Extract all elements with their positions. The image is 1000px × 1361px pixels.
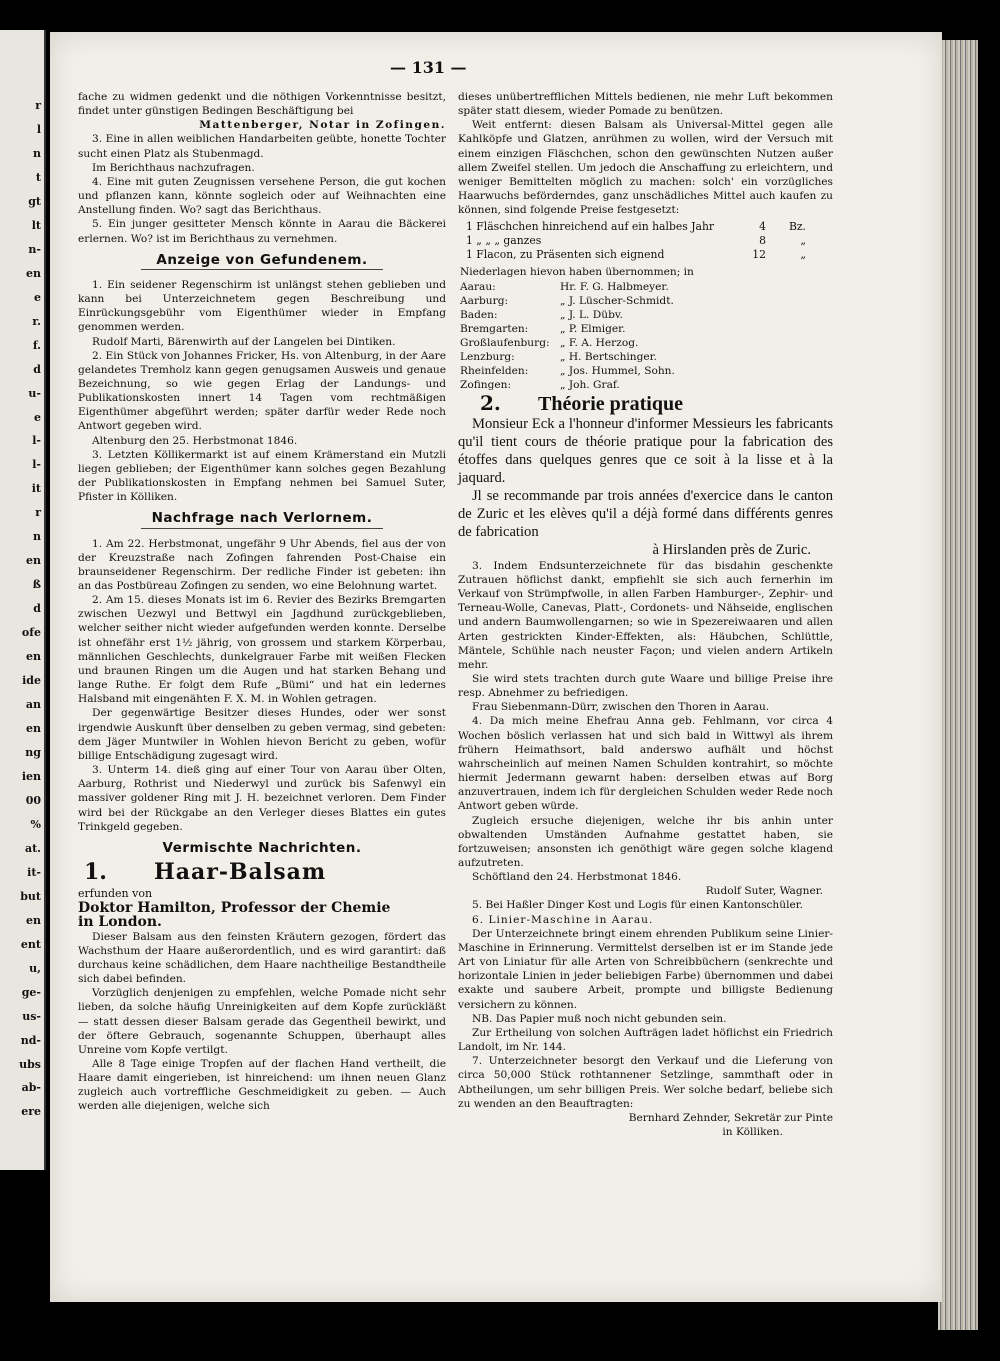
depot-city: Aarburg: — [460, 294, 509, 307]
margin-fragment: it- — [27, 865, 41, 879]
margin-fragment: ofe — [21, 626, 41, 640]
margin-fragment: n — [33, 530, 41, 544]
newspaper-page — [50, 32, 942, 1302]
notice: Zugleich ersuche diejenigen, welche ihr bis anhin unter obwaltenden Umständen Aufnahme gestattet haben, sie fortzuweisen; ansonsten ich genöthigt wäre gegen solche klagend aufzutreten. — [458, 814, 833, 869]
depot-city: Bremgarten: — [460, 322, 529, 335]
right-column — [458, 90, 833, 1139]
intro-line: fache zu widmen gedenkt und die nöthigen Vorkenntnisse besitzt, findet unter günstigen Bedingen Beschäftigung bei — [78, 91, 446, 118]
notice: Zur Ertheilung von solchen Aufträgen ladet höflichst ein Friedrich Landolt, im Nr. 144. — [458, 1026, 833, 1054]
previous-page-strip — [0, 30, 46, 1170]
depot-name: „ J. L. Dübv. — [560, 308, 623, 321]
price-item: 1 Flacon, zu Präsenten sich eignend — [466, 248, 665, 262]
margin-fragment: l — [36, 122, 41, 136]
price-row — [458, 248, 833, 262]
price-qty: 12 — [752, 248, 766, 262]
notice-heading: 6. Linier-Maschine in Aarau. — [472, 913, 654, 926]
signature: Mattenberger, Notar in Zofingen. — [199, 119, 446, 132]
haar-text: Weit entfernt: diesen Balsam als Universal-Mittel gegen alle Kahlköpfe und Glatzen, anrühmen zu wollen, wird der Versuch mit einem einzigen Fläschchen, schon den gewünschten Nutzen außer allem Zweifel stellen. Um jedoch die Anschaffung zu erleichtern, und weniger Bemittelten möglich zu machen: solch' ein vorzügliches Haarwuchs beförderndes, ganz unschädliches Mittel auch kaufen zu können, sind folgende Preise festgesetzt: — [458, 119, 833, 217]
depot-name: „ Joh. Graf. — [560, 378, 620, 391]
depot-city: Rheinfelden: — [460, 364, 529, 377]
depot-list — [458, 280, 833, 392]
margin-fragment: en — [26, 722, 41, 736]
price-row — [458, 234, 833, 248]
price-item: 1 „ „ „ ganzes — [466, 234, 542, 248]
margin-fragment: e — [34, 290, 41, 304]
depot-row — [458, 336, 833, 350]
margin-fragment: lt — [31, 218, 41, 232]
margin-fragment: ß — [32, 578, 41, 592]
notice: 3. Eine in allen weiblichen Handarbeiten geübte, honette Tochter sucht einen Platz als Stubenmagd. — [78, 133, 446, 160]
price-unit: Bz. — [788, 220, 806, 234]
theorie-paragraph: Monsieur Eck a l'honneur d'informer Messieurs les fabricants qu'il tient cours de théorie pratique pour la fabrication des étoffes dans quelques genres que ce soit à la lisse et à la jaquard. — [458, 415, 833, 486]
notice: 5. Bei Haßler Dinger Kost und Logis für einen Kantonschüler. — [472, 899, 804, 912]
misc-heading: Vermischte Nachrichten. — [162, 839, 362, 856]
margin-fragment: en — [26, 913, 41, 927]
notice: Der Unterzeichnete bringt einem ehrenden Publikum seine Linier-Maschine in Erinnerung. Vermittelst derselben ist er im Stande jede Art von Liniatur für alle Arten von Schreibbüchern (senkrechte und horizontale Linien in jeder beliebigen Farbe) übernommen und dabei exakte und saubere Arbeit, prompte und billigste Bedienung versichern zu können. — [458, 927, 833, 1011]
theorie-text — [458, 415, 833, 559]
margin-fragment: u- — [28, 386, 41, 400]
notice: NB. Das Papier muß noch nicht gebunden sein. — [472, 1012, 727, 1025]
margin-fragment: t — [35, 170, 41, 184]
notice: Sie wird stets trachten durch gute Waare und billige Preise ihre resp. Abnehmer zu befriedigen. — [458, 672, 833, 700]
haar-text: Vorzüglich denjenigen zu empfehlen, welche Pomade nicht sehr lieben, da solche häufig Unreinigkeiten auf dem Kopfe zurückläßt — statt dessen dieser Balsam gerade das Gegentheil bewirkt, und der öftere Gebrauch, sogenannte Schuppen, überhaupt alles Unreine vom Kopfe vertilgt. — [78, 987, 446, 1056]
signature: Bernhard Zehnder, Sekretär zur Pinte — [628, 1111, 833, 1124]
margin-fragment: ent — [20, 937, 41, 951]
margin-fragment: d — [33, 602, 41, 616]
left-column — [78, 90, 446, 1114]
depot-row — [458, 322, 833, 336]
depot-row — [458, 364, 833, 378]
found-item: 1. Ein seidener Regenschirm ist unlängst stehen geblieben und kann bei Unterzeichnetem gegen Beschreibung und Einrückungsgebühr vom Eigenthümer wieder in Empfang genommen werden. — [78, 278, 446, 334]
margin-fragment: l- — [32, 434, 41, 448]
found-item: 2. Ein Stück von Johannes Fricker, Hs. von Altenburg, in der Aare gelandetes Tremholz kann gegen genugsamen Ausweis und genaue Bezeichnung, so wie gegen Erlag der Landungs- und Publikationskosten innert 14 Tagen vom rechtmäßigen Eigenthümer abgeführt werden; später darfür weder Rede noch Antwort gegeben wird. — [78, 349, 446, 433]
haar-name: Haar-Balsam — [154, 858, 327, 885]
notice: 5. Ein junger gesitteter Mensch könnte in Aarau die Bäckerei erlernen. Wo? ist im Berichthaus zu vernehmen. — [78, 218, 446, 245]
price-item: 1 Fläschchen hinreichend auf ein halbes Jahr — [466, 220, 715, 234]
found-item: Rudolf Marti, Bärenwirth auf der Langelen bei Dintiken. — [92, 335, 396, 348]
margin-fragment: ien — [21, 769, 41, 783]
margin-fragment: u, — [29, 961, 41, 975]
notice: 4. Eine mit guten Zeugnissen versehene Person, die gut kochen und pflanzen kann, könnte sogleich oder auf Weihnachten eine Anstellung finden. Wo? sagt das Berichthaus. — [78, 175, 446, 217]
price-row — [458, 220, 833, 234]
signature: Rudolf Suter, Wagner. — [705, 885, 823, 898]
depot-city: Baden: — [460, 308, 498, 321]
depot-name: Hr. F. G. Halbmeyer. — [560, 280, 669, 293]
notice: 7. Unterzeichneter besorgt den Verkauf und die Lieferung von circa 50,000 Stück rothtannener Setzlinge, sammthaft oder in Abtheilungen, um sehr billigen Preis. Wer solche bedarf, beliebe sich zu wenden an den Beauftragten: — [458, 1055, 833, 1110]
margin-fragment: n- — [28, 242, 41, 256]
depot-name: „ J. Lüscher-Schmidt. — [560, 294, 674, 307]
inventor-city: in London. — [78, 914, 162, 931]
margin-fragment: l- — [32, 458, 41, 472]
found-heading: Anzeige von Gefundenem. — [141, 253, 384, 270]
margin-fragment: d — [33, 362, 41, 376]
inventor: Doktor Hamilton, Professor der Chemie — [78, 900, 391, 917]
lost-item: 3. Unterm 14. dieß ging auf einer Tour von Aarau über Olten, Aarburg, Rothrist und Niederwyl und zurück bis Safenwyl ein massiver goldener Ring mit J. H. bezeichnet verloren. Dem Finder wird bei der Rückgabe an den Verleger dieses Blattes ein gutes Trinkgeld gegeben. — [78, 764, 446, 833]
lost-item: 1. Am 22. Herbstmonat, ungefähr 9 Uhr Abends, fiel aus der von der Kreuzstraße nach Zofingen fahrenden Post-Chaise ein braunseidener Regenschirm. Der redliche Finder ist gebeten: ihn an das Postbüreau Zofingen zu senden, wo eine Belohnung wartet. — [78, 537, 446, 592]
margin-fragment: at. — [24, 841, 41, 855]
lost-item: 2. Am 15. dieses Monats ist im 6. Revier des Bezirks Bremgarten zwischen Uezwyl und Bettwyl ein Jagdhund zurückgeblieben, welcher seither nicht wieder aufgefunden werden konnte. Derselbe ist ohnefähr erst 1½ jährig, von grossem und starkem Körperbau, männlichen Geschlechts, dunkelgrauer Farbe mit weißen Flecken und braunen Ringen um die Augen und hat starken Behang und lange Ruthe. Er folgt dem Rufe „Bümi“ und hat ein ledernes Halsband mit eingenähten F. X. M. in Wohlen getragen. — [78, 594, 446, 706]
margin-fragment: f. — [32, 338, 41, 352]
theorie-paragraph: Jl se recommande par trois années d'exercice dans le canton de Zuric et les elèves qu'il a déjà formé dans différents genres de fabrication — [458, 487, 833, 540]
margin-fragment: en — [26, 266, 41, 280]
haar-text: dieses unübertrefflichen Mittels bedienen, nie mehr Luft bekommen später statt diesem, wieder Pomade zu benützen. — [458, 91, 833, 118]
margin-fragment: but — [20, 889, 41, 903]
signature: in Kölliken. — [722, 1125, 783, 1138]
theorie-location: à Hirslanden près de Zuric. — [652, 541, 811, 558]
margin-fragment: ubs — [19, 1057, 41, 1071]
invented-by: erfunden von — [78, 887, 153, 901]
margin-fragment: us- — [22, 1009, 41, 1023]
margin-fragment: n — [33, 146, 41, 160]
lost-item: Der gegenwärtige Besitzer dieses Hundes, oder wer sonst irgendwie Auskunft über denselben zu geben vermag, sind gebeten: dem Jäger Muntwiler in Wohlen hievon Bericht zu geben, wofür billige Entschädigung zugesagt wird. — [78, 707, 446, 762]
price-qty: 8 — [759, 234, 766, 248]
lost-heading: Nachfrage nach Verlornem. — [141, 511, 384, 528]
depot-city: Lenzburg: — [460, 350, 515, 363]
price-list — [458, 220, 833, 262]
haar-number: 1. — [84, 858, 107, 885]
theorie-name: Théorie pratique — [538, 392, 683, 415]
haar-text: Alle 8 Tage einige Tropfen auf der flachen Hand vertheilt, die Haare damit eingerieben, ist hinreichend: um ihnen neuen Glanz zugleich auch vortreffliche Geschmeidigkeit zu geben. — Auch werden alle diejenigen, welche sich — [78, 1058, 446, 1113]
page-number: — 131 — — [390, 58, 467, 77]
margin-fragment: gt — [28, 194, 41, 208]
margin-fragment: r — [35, 99, 41, 112]
margin-fragment: r. — [32, 314, 41, 328]
margin-fragment: ge- — [21, 985, 41, 999]
page-edge — [938, 40, 978, 1330]
margin-fragment: ab- — [21, 1081, 41, 1095]
theorie-number: 2. — [480, 390, 501, 415]
notice: Frau Siebenmann-Dürr, zwischen den Thoren in Aarau. — [472, 701, 770, 714]
margin-fragment: % — [30, 817, 41, 831]
price-qty: 4 — [759, 220, 766, 234]
margin-fragment: en — [26, 554, 41, 568]
price-unit: „ — [800, 248, 806, 262]
depot-row — [458, 378, 833, 392]
margin-fragment: ere — [21, 1105, 41, 1119]
depot-name: „ Jos. Hummel, Sohn. — [560, 364, 675, 377]
haar-text: Dieser Balsam aus den feinsten Kräutern gezogen, fördert das Wachsthum der Haare außerordentlich, und es wird garantirt: daß durchaus keine schädlichen, dem Haare nachtheilige Bestandtheile sich dabei befinden. — [78, 930, 446, 986]
margin-fragment: r — [35, 506, 41, 520]
depot-city: Großlaufenburg: — [460, 336, 550, 349]
depot-row — [458, 280, 833, 294]
notice: 4. Da mich meine Ehefrau Anna geb. Fehlmann, vor circa 4 Wochen böslich verlassen hat und sich bald in Wittwyl als ihrem frühern Heimathsort, bald anderswo aufhält und höchst wahrscheinlich auf meinen Namen Schulden kontrahirt, so möchte hiermit Jedermann gewarnt haben: derselben etwas auf Borg anzuvertrauen, indem ich für dergleichen Schulden weder Rede noch Antwort geben würde. — [458, 715, 833, 813]
depot-name: „ F. A. Herzog. — [560, 336, 639, 349]
margin-fragment: en — [26, 650, 41, 664]
depot-name: „ P. Elmiger. — [560, 322, 626, 335]
margin-fragment: it — [31, 482, 41, 496]
theorie-title — [458, 390, 833, 415]
depot-city: Zofingen: — [460, 378, 512, 391]
margin-fragment: ng — [25, 745, 41, 759]
margin-fragment: nd- — [20, 1033, 41, 1047]
notice: 3. Indem Endsunterzeichnete für das bisdahin geschenkte Zutrauen höflichst dankt, empfiehlt sie sich auch fernerhin im Verkauf von Strümpfwolle, in allen Farben Hamburger-, Zephir- und Terneau-Wolle, Canevas, Platt-, Cordonets- und Nähseide, englischen und andern Baumwollengarnen; so wie in Spezereiwaaren und allen Arten gestrickten Kinder-Effekten, als: Häubchen, Schlüttle, Mäntele, Schühle nach neuster Façon; und vielen andern Artikeln mehr. — [458, 559, 833, 671]
margin-fragment: ide — [22, 674, 41, 688]
margin-fragment: e — [34, 410, 41, 424]
found-item: Altenburg den 25. Herbstmonat 1846. — [92, 434, 298, 447]
depots-intro: Niederlagen hievon haben übernommen; in — [460, 266, 694, 279]
haar-title — [78, 858, 446, 885]
margin-fragment: 00 — [25, 793, 41, 807]
depot-row — [458, 308, 833, 322]
margin-fragment: an — [25, 698, 41, 712]
depot-name: „ H. Bertschinger. — [560, 350, 657, 363]
depot-city: Aarau: — [460, 280, 496, 293]
price-unit: „ — [800, 234, 806, 248]
depot-row — [458, 350, 833, 364]
notice: Schöftland den 24. Herbstmonat 1846. — [472, 871, 682, 884]
notice: Im Berichthaus nachzufragen. — [92, 161, 255, 174]
found-item: 3. Letzten Köllikermarkt ist auf einem Krämerstand ein Mutzli liegen geblieben; der Eigenthümer kann solches gegen Bezahlung der Publikationskosten in Empfang nehmen bei Samuel Suter, Pfister in Kölliken. — [78, 448, 446, 504]
depot-row — [458, 294, 833, 308]
